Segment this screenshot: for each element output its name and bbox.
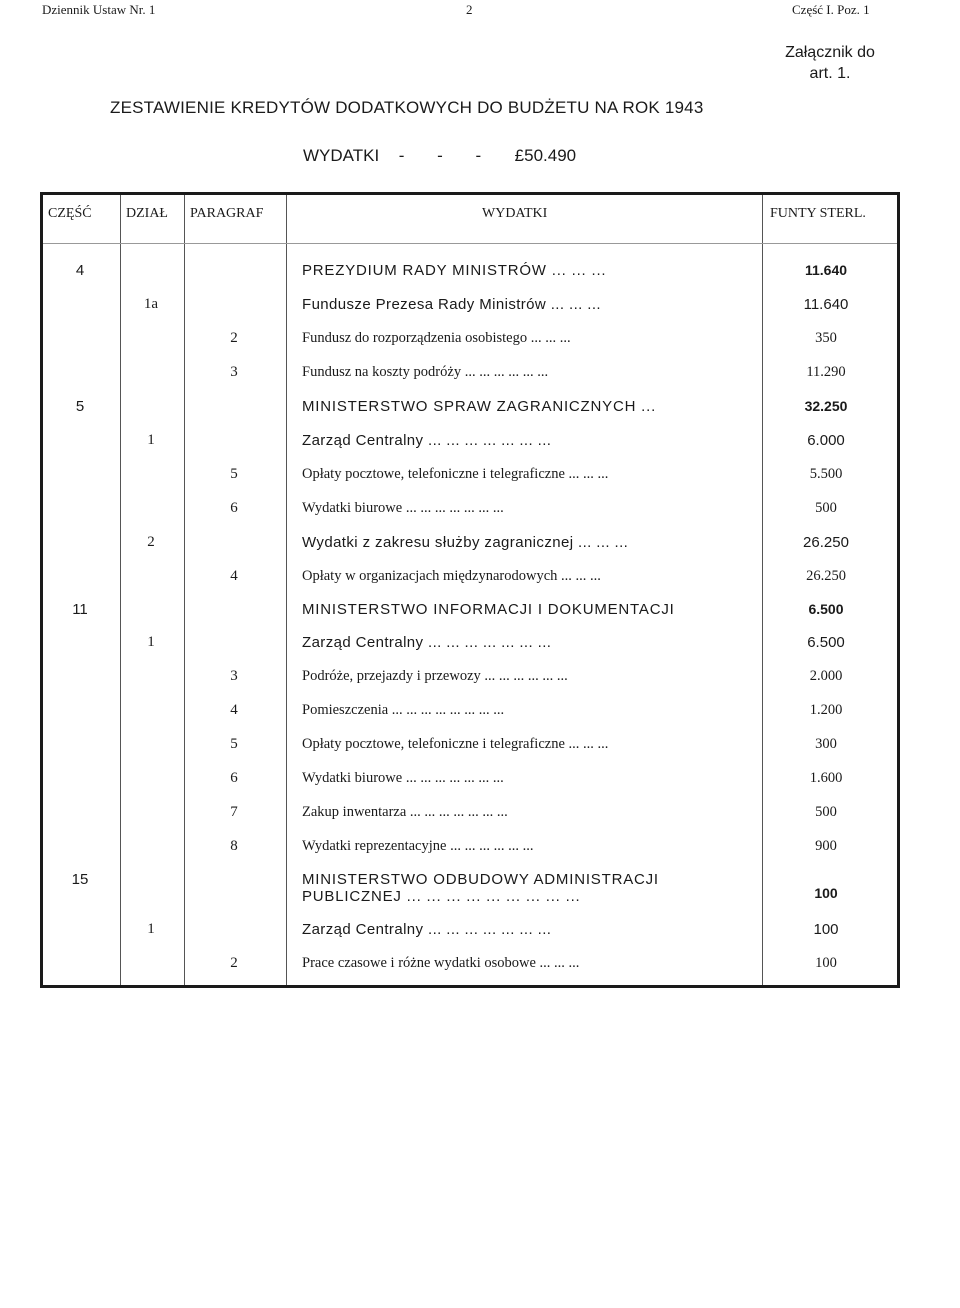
amount-cell: 5.500 [809, 466, 843, 482]
document-title: ZESTAWIENIE KREDYTÓW DODATKOWYCH DO BUDŻETU NA ROK 1943 [110, 98, 704, 117]
journal-name: Dziennik Ustaw Nr. 1 [42, 2, 156, 17]
amount-cell: 6.500 [808, 601, 844, 617]
dzial-cell: 1 [147, 634, 155, 650]
dzial-cell: 1a [143, 296, 159, 312]
dzial-cell: 1 [147, 432, 155, 448]
amount-cell: 6.000 [807, 432, 845, 449]
amount-cell: 1.600 [809, 770, 843, 786]
amount-cell: 2.000 [809, 668, 843, 684]
description-cell: MINISTERSTWO SPRAW ZAGRANICZNYCH ... [302, 398, 657, 415]
description-cell: Opłaty w organizacjach międzynarodowych ... ... ... [302, 568, 601, 584]
section-position: Część I. Poz. 1 [792, 2, 870, 17]
description-cell: Wydatki reprezentacyjne ... ... ... ... ... ... [302, 838, 534, 854]
paragraf-cell: 2 [230, 330, 238, 346]
amount-cell: 100 [814, 885, 838, 901]
paragraf-cell: 7 [230, 804, 238, 820]
paragraf-cell: 2 [230, 955, 238, 971]
amount-cell: 500 [815, 500, 837, 516]
column-divider [120, 195, 121, 985]
amount-cell: 6.500 [807, 634, 845, 651]
paragraf-cell: 5 [230, 466, 238, 482]
amount-cell: 100 [813, 921, 839, 938]
amount-cell: 1.200 [809, 702, 843, 718]
amount-cell: 500 [815, 804, 837, 820]
header-rule [43, 243, 897, 244]
page-number: 2 [466, 2, 473, 17]
description-cell: Wydatki biurowe ... ... ... ... ... ... ... [302, 500, 504, 516]
description-cell: Fundusz na koszty podróży ... ... ... ... ... ... [302, 364, 549, 380]
amount-cell: 26.250 [806, 568, 846, 584]
description-cell: Prace czasowe i różne wydatki osobowe ... ... ... [302, 955, 580, 971]
dzial-cell: 2 [147, 534, 155, 550]
column-divider [286, 195, 287, 985]
description-cell: Zarząd Centralny ... ... ... ... ... ... ... [302, 921, 552, 938]
description-cell: MINISTERSTWO INFORMACJI I DOKUMENTACJI [302, 601, 675, 618]
paragraf-cell: 4 [230, 568, 238, 584]
amount-cell: 900 [815, 838, 837, 854]
expenses-label: WYDATKI [303, 146, 380, 165]
czesc-cell: 4 [75, 262, 85, 279]
column-header-paragraf: PARAGRAF [190, 206, 264, 221]
czesc-cell: 15 [71, 871, 89, 888]
expenses-total [303, 146, 576, 166]
annex-label [770, 42, 890, 84]
description-cell: PREZYDIUM RADY MINISTRÓW ... ... ... [302, 262, 607, 279]
separator-dashes: - - - [398, 146, 496, 165]
expenses-amount: £50.490 [514, 146, 577, 165]
paragraf-cell: 3 [230, 364, 238, 380]
column-header-funty: FUNTY STERL. [770, 206, 866, 221]
czesc-cell: 5 [75, 398, 85, 415]
paragraf-cell: 3 [230, 668, 238, 684]
description-cell: Opłaty pocztowe, telefoniczne i telegraficzne ... ... ... [302, 466, 609, 482]
description-cell: Wydatki z zakresu służby zagranicznej ... ... ... [302, 534, 629, 551]
paragraf-cell: 6 [230, 770, 238, 786]
description-cell: Wydatki biurowe ... ... ... ... ... ... ... [302, 770, 504, 786]
column-header-czesc: CZĘŚĆ [48, 206, 92, 221]
annex-line-1: Załącznik do [785, 44, 875, 61]
amount-cell: 300 [815, 736, 837, 752]
column-header-wydatki: WYDATKI [482, 206, 548, 221]
paragraf-cell: 8 [230, 838, 238, 854]
amount-cell: 350 [815, 330, 837, 346]
description-cell: Zarząd Centralny ... ... ... ... ... ... ... [302, 432, 552, 449]
amount-cell: 11.640 [804, 262, 848, 278]
description-cell: MINISTERSTWO ODBUDOWY ADMINISTRACJI PUBLICZNEJ ... ... ... ... ... ... ... ... ... [302, 871, 659, 905]
description-cell: Fundusz do rozporządzenia osobistego ... ... ... [302, 330, 571, 346]
dzial-cell: 1 [147, 921, 155, 937]
amount-cell: 100 [815, 955, 837, 971]
description-cell: Zarząd Centralny ... ... ... ... ... ... ... [302, 634, 552, 651]
column-divider [184, 195, 185, 985]
description-cell: Fundusze Prezesa Rady Ministrów ... ... ... [302, 296, 601, 313]
description-cell: Podróże, przejazdy i przewozy ... ... ... ... ... ... [302, 668, 568, 684]
description-cell: Opłaty pocztowe, telefoniczne i telegraficzne ... ... ... [302, 736, 609, 752]
paragraf-cell: 5 [230, 736, 238, 752]
amount-cell: 32.250 [804, 398, 848, 414]
paragraf-cell: 6 [230, 500, 238, 516]
column-divider [762, 195, 763, 985]
amount-cell: 11.640 [803, 296, 849, 313]
czesc-cell: 11 [72, 601, 88, 618]
amount-cell: 26.250 [803, 534, 849, 551]
column-header-dzial: DZIAŁ [126, 206, 168, 221]
description-cell: Pomieszczenia ... ... ... ... ... ... ... ... [302, 702, 505, 718]
annex-line-2: art. 1. [809, 65, 851, 82]
description-cell: Zakup inwentarza ... ... ... ... ... ... ... [302, 804, 508, 820]
paragraf-cell: 4 [230, 702, 238, 718]
amount-cell: 11.290 [806, 364, 846, 380]
